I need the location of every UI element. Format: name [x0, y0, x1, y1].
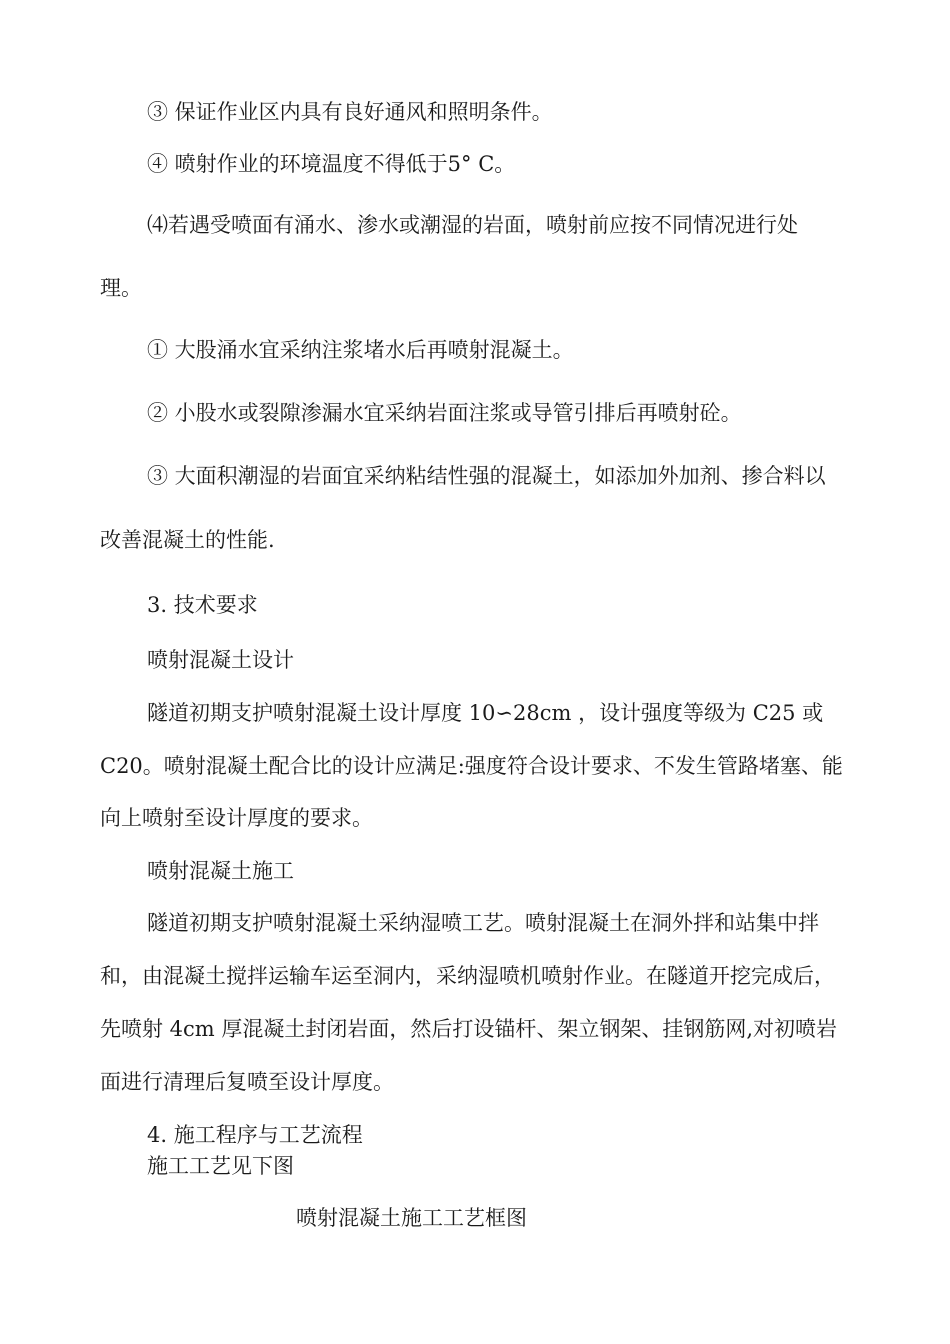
paragraph-line: ⑷若遇受喷面有涌水、渗水或潮湿的岩面，喷射前应按不同情况进行处 — [147, 213, 798, 237]
paragraph-line: 改善混凝土的性能. — [100, 528, 275, 552]
list-item: ④ 喷射作业的环境温度不得低于5° C。 — [147, 152, 516, 176]
figure-caption: 喷射混凝土施工工艺框图 — [296, 1206, 527, 1230]
paragraph-line: C20。喷射混凝土配合比的设计应满足:强度符合设计要求、不发生管路堵塞、能 — [100, 754, 843, 778]
section-heading: 3. 技术要求 — [147, 593, 258, 617]
list-item: ③ 保证作业区内具有良好通风和照明条件。 — [147, 100, 553, 124]
list-item: ① 大股涌水宜采纳注浆堵水后再喷射混凝土。 — [147, 338, 574, 362]
paragraph-line: 隧道初期支护喷射混凝土采纳湿喷工艺。喷射混凝土在洞外拌和站集中拌 — [147, 911, 819, 935]
subsection-heading: 喷射混凝土施工 — [147, 859, 294, 883]
paragraph-line: 向上喷射至设计厚度的要求。 — [100, 806, 373, 830]
list-item: ② 小股水或裂隙渗漏水宜采纳岩面注浆或导管引排后再喷射砼。 — [147, 401, 742, 425]
paragraph-line: 先喷射 4cm 厚混凝土封闭岩面，然后打设锚杆、架立钢架、挂钢筋网,对初喷岩 — [100, 1017, 838, 1041]
paragraph-line: 面进行清理后复喷至设计厚度。 — [100, 1070, 394, 1094]
paragraph-line: 和，由混凝土搅拌运输车运至洞内，采纳湿喷机喷射作业。在隧道开挖完成后， — [100, 964, 835, 988]
subsection-heading: 喷射混凝土设计 — [147, 648, 294, 672]
paragraph-line: ③ 大面积潮湿的岩面宜采纳粘结性强的混凝土，如添加外加剂、掺合料以 — [147, 464, 826, 488]
paragraph-line: 理。 — [100, 276, 142, 300]
paragraph-line: 隧道初期支护喷射混凝土设计厚度 10∽28cm ，设计强度等级为 C25 或 — [147, 701, 824, 725]
paragraph-line: 施工工艺见下图 — [147, 1154, 294, 1178]
section-heading: 4. 施工程序与工艺流程 — [147, 1123, 363, 1147]
